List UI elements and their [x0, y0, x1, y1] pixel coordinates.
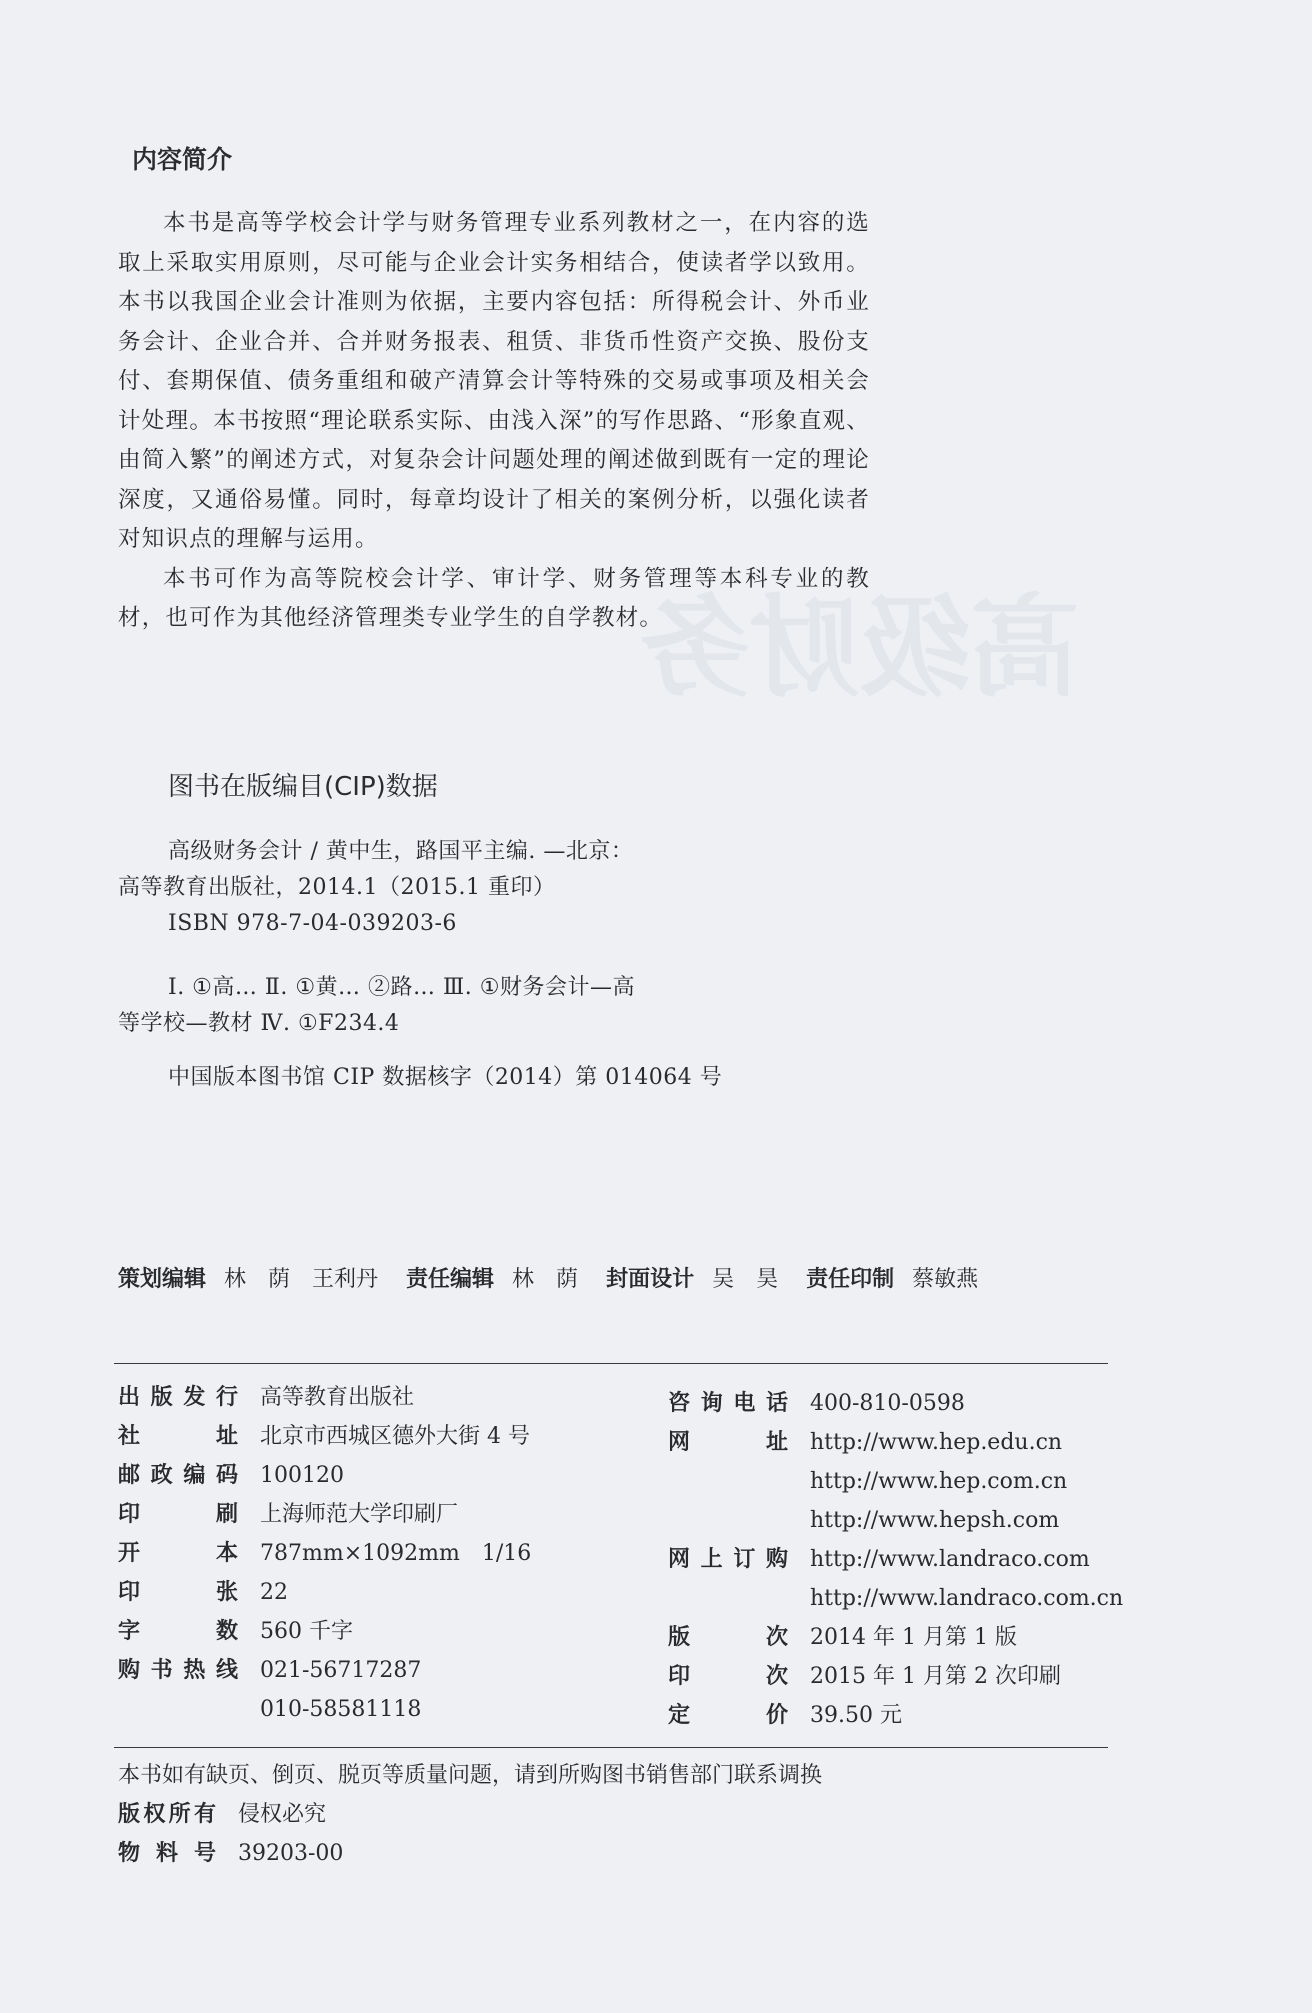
info-row — [118, 1612, 531, 1651]
info-label: 版次 — [668, 1625, 788, 1650]
cip-block — [118, 834, 838, 1096]
cip-line-6: 中国版本图书馆 CIP 数据核字（2014）第 014064 号 — [168, 1065, 723, 1090]
info-label: 网址 — [668, 1430, 788, 1455]
footer-label: 物料号 — [118, 1841, 216, 1866]
info-label: 字数 — [118, 1619, 238, 1644]
footer-block — [118, 1756, 822, 1873]
show-through-ghost: 高级财务 — [640, 584, 1080, 712]
intro-heading: 内容简介 — [132, 145, 233, 174]
cip-line-2: 高等教育出版社，2014.1（2015.1 重印） — [118, 875, 556, 900]
info-label — [668, 1501, 788, 1540]
cip-line-5: 等学校—教材 Ⅳ. ①F234.4 — [118, 1011, 400, 1036]
info-row — [668, 1423, 1123, 1462]
info-label: 定价 — [668, 1703, 788, 1728]
info-value: 2015 年 1 月第 2 次印刷 — [810, 1664, 1061, 1689]
info-row — [118, 1534, 531, 1573]
website-link[interactable]: http://www.hepsh.com — [810, 1508, 1060, 1533]
website-link[interactable]: http://www.hep.com.cn — [810, 1469, 1068, 1494]
cip-line-3: ISBN 978-7-04-039203-6 — [168, 911, 457, 936]
info-label: 社址 — [118, 1424, 238, 1449]
info-row — [668, 1618, 1123, 1657]
website-link[interactable]: http://www.landraco.com.cn — [810, 1586, 1124, 1611]
info-row — [118, 1417, 531, 1456]
info-row — [118, 1456, 531, 1495]
footer-value: 侵权必究 — [238, 1802, 327, 1827]
publish-info-left — [118, 1378, 531, 1729]
footer-row — [118, 1834, 822, 1873]
editor-value: 吴 昊 — [712, 1267, 779, 1292]
publish-info-right — [668, 1384, 1123, 1735]
info-value: 100120 — [260, 1463, 344, 1488]
info-row — [118, 1495, 531, 1534]
footer-value: 39203-00 — [238, 1841, 344, 1866]
info-row — [118, 1378, 531, 1417]
info-row — [668, 1696, 1123, 1735]
info-label: 购书热线 — [118, 1658, 238, 1683]
info-label: 咨询电话 — [668, 1391, 788, 1416]
info-label: 网上订购 — [668, 1547, 788, 1572]
editor-value: 林 荫 — [512, 1267, 579, 1292]
editor-value: 林 荫 王利丹 — [224, 1267, 379, 1292]
info-value: 787mm×1092mm 1/16 — [260, 1541, 532, 1566]
info-label: 出版发行 — [118, 1385, 238, 1410]
cip-line-4: Ⅰ. ①高… Ⅱ. ①黄… ②路… Ⅲ. ①财务会计—高 — [168, 975, 635, 1000]
info-value: 560 千字 — [260, 1619, 353, 1644]
info-value: 22 — [260, 1580, 288, 1605]
intro-paragraph-1: 本书是高等学校会计学与财务管理专业系列教材之一，在内容的选取上采取实用原则，尽可能与企业会计实务相结合，使读者学以致用。本书以我国企业会计准则为依据，主要内容包括：所得税会计、外币业务会计、企业合并、合并财务报表、租赁、非货币性资产交换、股份支付、套期保值、债务重组和破产清算会计等特殊的交易或事项及相关会计处理。本书按照“理论联系实际、由浅入深”的写作思路、“形象直观、由简入繁”的阐述方式，对复杂会计问题处理的阐述做到既有一定的理论深度，又通俗易懂。同时，每章均设计了相关的案例分析，以强化读者对知识点的理解与运用。 — [118, 210, 870, 552]
footer-row — [118, 1795, 822, 1834]
info-value: 北京市西城区德外大街 4 号 — [260, 1424, 530, 1449]
editor-label: 封面设计 — [606, 1267, 695, 1292]
info-row — [668, 1579, 1123, 1618]
info-label — [118, 1690, 238, 1729]
info-value: 2014 年 1 月第 1 版 — [810, 1625, 1017, 1650]
cip-heading: 图书在版编目(CIP)数据 — [168, 772, 438, 802]
info-value: 上海师范大学印刷厂 — [260, 1502, 459, 1527]
info-value: 39.50 元 — [810, 1703, 902, 1728]
info-row — [118, 1690, 531, 1729]
intro-body — [118, 204, 870, 639]
editor-label: 策划编辑 — [118, 1267, 207, 1292]
editor-value: 蔡敏燕 — [912, 1267, 979, 1292]
info-label: 印张 — [118, 1580, 238, 1605]
website-link[interactable]: http://www.landraco.com — [810, 1547, 1090, 1572]
info-row — [668, 1540, 1123, 1579]
info-value: 高等教育出版社 — [260, 1385, 415, 1410]
info-row — [668, 1384, 1123, 1423]
info-label: 印刷 — [118, 1502, 238, 1527]
info-value: 010-58581118 — [260, 1697, 422, 1722]
info-row — [118, 1573, 531, 1612]
info-row — [668, 1657, 1123, 1696]
divider-top — [114, 1363, 1108, 1364]
info-row — [668, 1501, 1123, 1540]
info-label: 印次 — [668, 1664, 788, 1689]
info-value: 400-810-0598 — [810, 1391, 965, 1416]
website-link[interactable]: http://www.hep.edu.cn — [810, 1430, 1063, 1455]
info-value: 021-56717287 — [260, 1658, 422, 1683]
editor-label: 责任印制 — [806, 1267, 895, 1292]
info-label — [668, 1579, 788, 1618]
footer-label: 版权所有 — [118, 1802, 216, 1827]
quality-notice: 本书如有缺页、倒页、脱页等质量问题，请到所购图书销售部门联系调换 — [118, 1763, 823, 1788]
editors-row — [118, 1262, 1118, 1293]
info-row — [668, 1462, 1123, 1501]
info-row — [118, 1651, 531, 1690]
intro-paragraph-2: 本书可作为高等院校会计学、审计学、财务管理等本科专业的教材，也可作为其他经济管理类专业学生的自学教材。 — [118, 565, 870, 631]
info-label: 邮政编码 — [118, 1463, 238, 1488]
info-label: 开本 — [118, 1541, 238, 1566]
editor-label: 责任编辑 — [406, 1267, 495, 1292]
cip-line-1: 高级财务会计 / 黄中生，路国平主编. —北京： — [168, 839, 634, 864]
divider-bottom — [114, 1747, 1108, 1748]
info-label — [668, 1462, 788, 1501]
